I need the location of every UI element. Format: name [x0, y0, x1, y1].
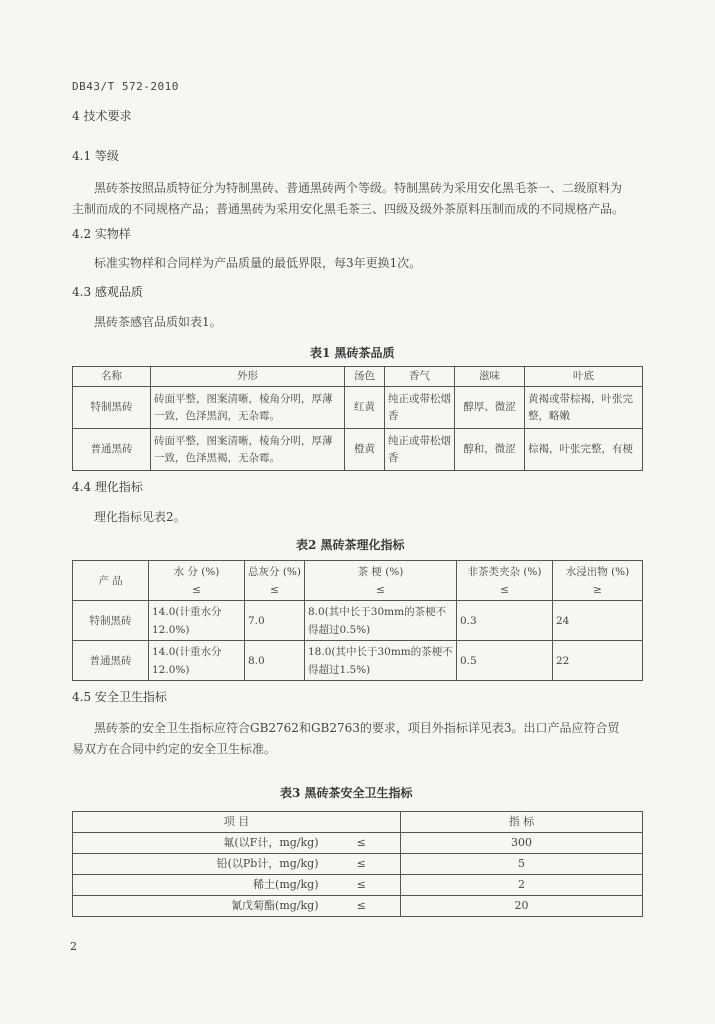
- section-4-1-title: 4.1 等级: [72, 149, 119, 163]
- table-2-caption: 表2 黑砖茶理化指标: [296, 538, 405, 552]
- table-cell-operator: ≤: [323, 896, 401, 917]
- header-operator: ≥: [593, 583, 602, 596]
- table-row: [73, 875, 643, 896]
- table-cell: 18.0(其中长于30mm的茶梗不得超过1.5%): [305, 641, 457, 681]
- table-row: [73, 429, 643, 471]
- table-cell-value: 300: [401, 833, 643, 854]
- table-row: [73, 833, 643, 854]
- table-cell: 棕褐，叶张完整，有梗: [525, 429, 643, 471]
- table-cell-operator: ≤: [323, 875, 401, 896]
- table-cell: 普通黑砖: [73, 429, 151, 471]
- table-3-header-row: [73, 812, 643, 833]
- section-4-4-text: 理化指标见表2。: [94, 510, 186, 524]
- table-cell-operator: ≤: [323, 854, 401, 875]
- header-label: 茶 梗 (%): [357, 565, 404, 578]
- table-cell: 14.0(计重水分12.0%): [149, 641, 245, 681]
- table-cell: 醇和，微涩: [455, 429, 525, 471]
- section-4-3-text: 黑砖茶感官品质如表1。: [94, 315, 222, 329]
- table-cell: 红黄: [345, 387, 385, 429]
- table-cell-value: 2: [401, 875, 643, 896]
- header-label: 水浸出物 (%): [565, 565, 630, 578]
- table-cell: 24: [553, 601, 643, 641]
- table-2-header-cell: [245, 561, 305, 601]
- table-row: [73, 854, 643, 875]
- section-4-2-text: 标准实物样和合同样为产品质量的最低界限，每3年更换1次。: [94, 256, 422, 270]
- table-cell: 纯正或带松烟香: [385, 387, 455, 429]
- table-row: [73, 601, 643, 641]
- table-3-caption: 表3 黑砖茶安全卫生指标: [280, 786, 413, 800]
- section-4-4-title: 4.4 理化指标: [72, 480, 143, 494]
- table-1-header-cell: 汤色: [345, 367, 385, 387]
- table-cell-operator: ≤: [323, 833, 401, 854]
- table-cell: 0.5: [457, 641, 553, 681]
- table-1: [72, 366, 643, 471]
- table-3-header-cell: 项 目: [73, 812, 401, 833]
- table-row: [73, 641, 643, 681]
- header-label: 水 分 (%): [173, 565, 220, 578]
- table-cell: 0.3: [457, 601, 553, 641]
- table-cell: 醇厚、微涩: [455, 387, 525, 429]
- table-cell-item: 铅(以Pb计，mg/kg): [73, 854, 323, 875]
- table-3: [72, 811, 643, 917]
- section-4-5-text-line-1: 黑砖茶的安全卫生指标应符合GB2762和GB2763的要求，项目外指标详见表3。出口产品应符合贸: [94, 721, 620, 735]
- table-2-header-cell: [553, 561, 643, 601]
- table-2-header-row: [73, 561, 643, 601]
- table-cell: 8.0: [245, 641, 305, 681]
- table-1-caption: 表1 黑砖茶品质: [310, 346, 395, 360]
- table-cell-item: 氰戊菊酯(mg/kg): [73, 896, 323, 917]
- table-cell: 黄褐或带棕褐，叶张完整，略嫩: [525, 387, 643, 429]
- header-operator: ≤: [500, 583, 509, 596]
- section-4-1-text-line-1: 黑砖茶按照品质特征分为特制黑砖、普通黑砖两个等级。特制黑砖为采用安化黑毛茶一、二级原料为: [94, 181, 623, 195]
- table-cell: 纯正或带松烟香: [385, 429, 455, 471]
- section-4-1-text-line-2: 主制而成的不同规格产品；普通黑砖为采用安化黑毛茶三、四级及级外茶原料压制而成的不同规格产品。: [72, 202, 625, 216]
- document-code: DB43/T 572-2010: [72, 80, 179, 93]
- table-cell-item: 稀土(mg/kg): [73, 875, 323, 896]
- table-cell: 14.0(计重水分12.0%): [149, 601, 245, 641]
- table-2-header-cell: [457, 561, 553, 601]
- header-operator: ≤: [192, 583, 201, 596]
- table-cell: 特制黑砖: [73, 387, 151, 429]
- section-4-3-title: 4.3 感观品质: [72, 285, 143, 299]
- table-1-header-row: [73, 367, 643, 387]
- table-2-header-cell: [73, 561, 149, 601]
- table-1-header-cell: 滋味: [455, 367, 525, 387]
- table-row: [73, 896, 643, 917]
- table-cell: 8.0(其中长于30mm的茶梗不得超过0.5%): [305, 601, 457, 641]
- table-cell-item: 氟(以F计，mg/kg): [73, 833, 323, 854]
- table-2-header-cell: [149, 561, 245, 601]
- table-row: [73, 387, 643, 429]
- table-cell: 砖面平整，图案清晰，棱角分明，厚薄一致，色泽黑褐，无杂霉。: [151, 429, 345, 471]
- table-3-header-cell: 指 标: [401, 812, 643, 833]
- table-cell-value: 5: [401, 854, 643, 875]
- table-cell: 橙黄: [345, 429, 385, 471]
- header-label: 非茶类夹杂 (%): [467, 565, 542, 578]
- page-number: 2: [70, 940, 77, 953]
- section-4-5-title: 4.5 安全卫生指标: [72, 690, 167, 704]
- section-4-5-text-line-2: 易双方在合同中约定的安全卫生标准。: [72, 742, 277, 756]
- table-1-header-cell: 香气: [385, 367, 455, 387]
- header-operator: ≤: [376, 583, 385, 596]
- section-4-title: 4 技术要求: [72, 109, 132, 123]
- table-cell: 普通黑砖: [73, 641, 149, 681]
- table-cell: 7.0: [245, 601, 305, 641]
- header-operator: ≤: [270, 583, 279, 596]
- table-cell: 砖面平整，图案清晰，棱角分明，厚薄一致，色泽黑润，无杂霉。: [151, 387, 345, 429]
- table-cell: 22: [553, 641, 643, 681]
- table-1-header-cell: 名称: [73, 367, 151, 387]
- table-2: [72, 560, 643, 681]
- section-4-2-title: 4.2 实物样: [72, 227, 131, 241]
- header-label: 总灰分 (%): [248, 565, 302, 578]
- table-cell: 特制黑砖: [73, 601, 149, 641]
- table-1-header-cell: 外形: [151, 367, 345, 387]
- table-2-header-cell: [305, 561, 457, 601]
- table-1-header-cell: 叶底: [525, 367, 643, 387]
- header-label: 产 品: [98, 574, 123, 587]
- table-cell-value: 20: [401, 896, 643, 917]
